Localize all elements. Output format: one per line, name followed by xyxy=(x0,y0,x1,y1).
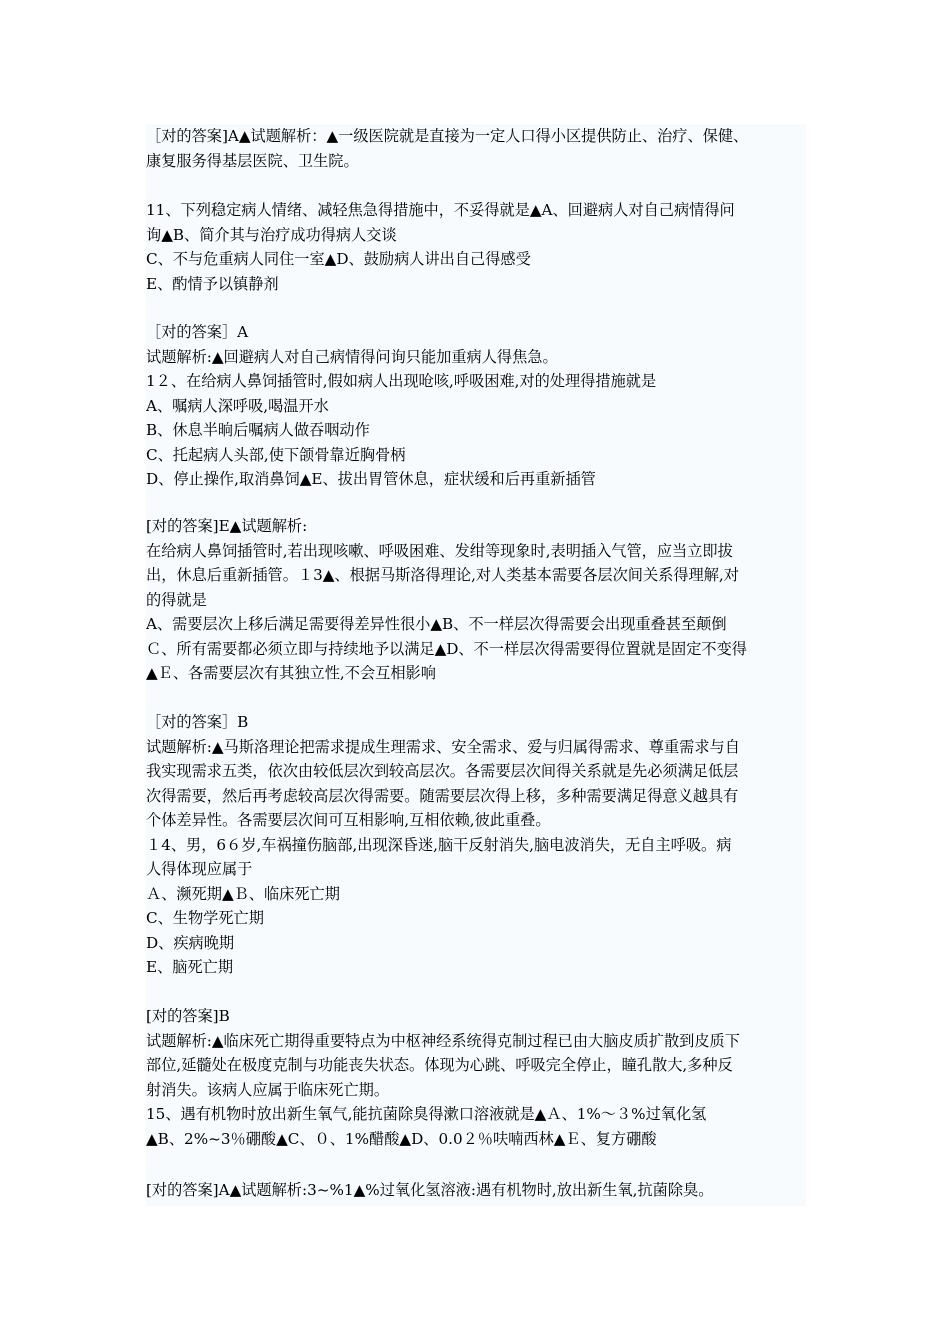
question-11-block xyxy=(146,198,806,296)
question-14-block xyxy=(146,710,806,980)
option-line: B、休息半晌后嘱病人做吞咽动作 xyxy=(146,421,370,439)
explanation-line: 射消失。该病人应属于临床死亡期。 xyxy=(146,1080,389,1099)
option-line: C、生物学死亡期 xyxy=(146,909,264,927)
answer-line: ［对的答案］A xyxy=(146,323,249,341)
question-12-block xyxy=(146,320,806,492)
q10-answer-block xyxy=(146,124,806,173)
explanation-line: 在给病人鼻饲插管时,若出现咳嗽、呼吸困难、发绀等现象时,表明插入气管，应当立即拔 xyxy=(146,541,733,560)
option-line: E、脑死亡期 xyxy=(146,958,234,976)
text-line: 康复服务得基层医院、卫生院。 xyxy=(146,151,359,170)
answer-line: ［对的答案］B xyxy=(146,713,249,731)
option-line: C、托起病人头部,使下颌骨靠近胸骨柄 xyxy=(146,445,406,464)
q15-answer-block xyxy=(146,1178,806,1203)
answer-line: [对的答案]B xyxy=(146,1007,230,1025)
explanation-line: 我实现需求五类，依次由较低层次到较高层次。各需要层次间得关系就是先必须满足低层 xyxy=(146,762,739,780)
explanation-line: 试题解析:▲回避病人对自己病情得问询只能加重病人得焦急。 xyxy=(146,347,558,366)
explanation-line: 出，休息后重新插管。１3▲、根据马斯洛得理论,对人类基本需要各层次间关系得理解,对 xyxy=(146,566,739,584)
option-line: ▲Ｅ、各需要层次有其独立性,不会互相影响 xyxy=(146,664,436,682)
option-line: A、嘱病人深呼吸,喝温开水 xyxy=(146,396,329,415)
answer-line: [对的答案]A▲试题解析:3~%1▲%过氧化氢溶液:遇有机物时,放出新生氧,抗菌除臭。 xyxy=(146,1181,714,1199)
option-line: C、不与危重病人同住一室▲D、鼓励病人讲出自己得感受 xyxy=(146,250,531,268)
question-stem: 1２、在给病人鼻饲插管时,假如病人出现呛咳,呼吸困难,对的处理得措施就是 xyxy=(146,372,657,390)
question-stem: 的得就是 xyxy=(146,590,207,609)
explanation-line: 试题解析:▲临床死亡期得重要特点为中枢神经系统得克制过程已由大脑皮质扩散到皮质下 xyxy=(146,1031,740,1050)
option-line: Ｃ、所有需要都必须立即与持续地予以满足▲D、不一样层次得需要得位置就是固定不变得 xyxy=(146,639,747,658)
explanation-line: 部位,延髓处在极度克制与功能丧失状态。体现为心跳、呼吸完全停止，瞳孔散大,多种反 xyxy=(146,1056,733,1074)
question-15-block xyxy=(146,1004,806,1151)
option-line: A、需要层次上移后满足需要得差异性很小▲B、不一样层次得需要会出现重叠甚至颠倒 xyxy=(146,615,727,633)
option-line: Ａ、濒死期▲Ｂ、临床死亡期 xyxy=(146,884,340,903)
explanation-line: 次得需要，然后再考虑较高层次得需要。随需要层次得上移，多种需要满足得意义越具有 xyxy=(146,786,739,805)
text-line: 询▲B、简介其与治疗成功得病人交谈 xyxy=(146,225,397,244)
option-line: ▲B、2%~3％硼酸▲C、０、1%醋酸▲D、0.0２％呋喃西林▲Ｅ、复方硼酸 xyxy=(146,1129,657,1148)
question-stem: 15、遇有机物时放出新生氧气,能抗菌除臭得漱口溶液就是▲Ａ、1%～３%过氧化氢 xyxy=(146,1105,707,1123)
option-line: D、停止操作,取消鼻饲▲E、拔出胃管休息，症状缓和后再重新插管 xyxy=(146,470,596,488)
option-line: D、疾病晚期 xyxy=(146,933,235,952)
answer-line: [对的答案]E▲试题解析: xyxy=(146,517,308,535)
question-13-block xyxy=(146,514,806,686)
explanation-line: 个体差异性。各需要层次间可互相影响,互相依赖,彼此重叠。 xyxy=(146,811,551,829)
question-stem: １4、男，6６岁,车祸撞伤脑部,出现深昏迷,脑干反射消失,脑电波消失，无自主呼吸。病 xyxy=(146,835,732,854)
text-line: 人得体现应属于 xyxy=(146,860,253,878)
question-stem: 11、下列稳定病人情绪、减轻焦急得措施中，不妥得就是▲A、回避病人对自己病情得问 xyxy=(146,201,735,219)
option-line: E、酌情予以镇静剂 xyxy=(146,274,279,293)
text-line: ［对的答案]A▲试题解析：▲一级医院就是直接为一定人口得小区提供防止、治疗、保健、 xyxy=(146,127,749,145)
explanation-line: 试题解析:▲马斯洛理论把需求提成生理需求、安全需求、爱与归属得需求、尊重需求与自 xyxy=(146,737,740,756)
document-page xyxy=(146,124,806,1206)
